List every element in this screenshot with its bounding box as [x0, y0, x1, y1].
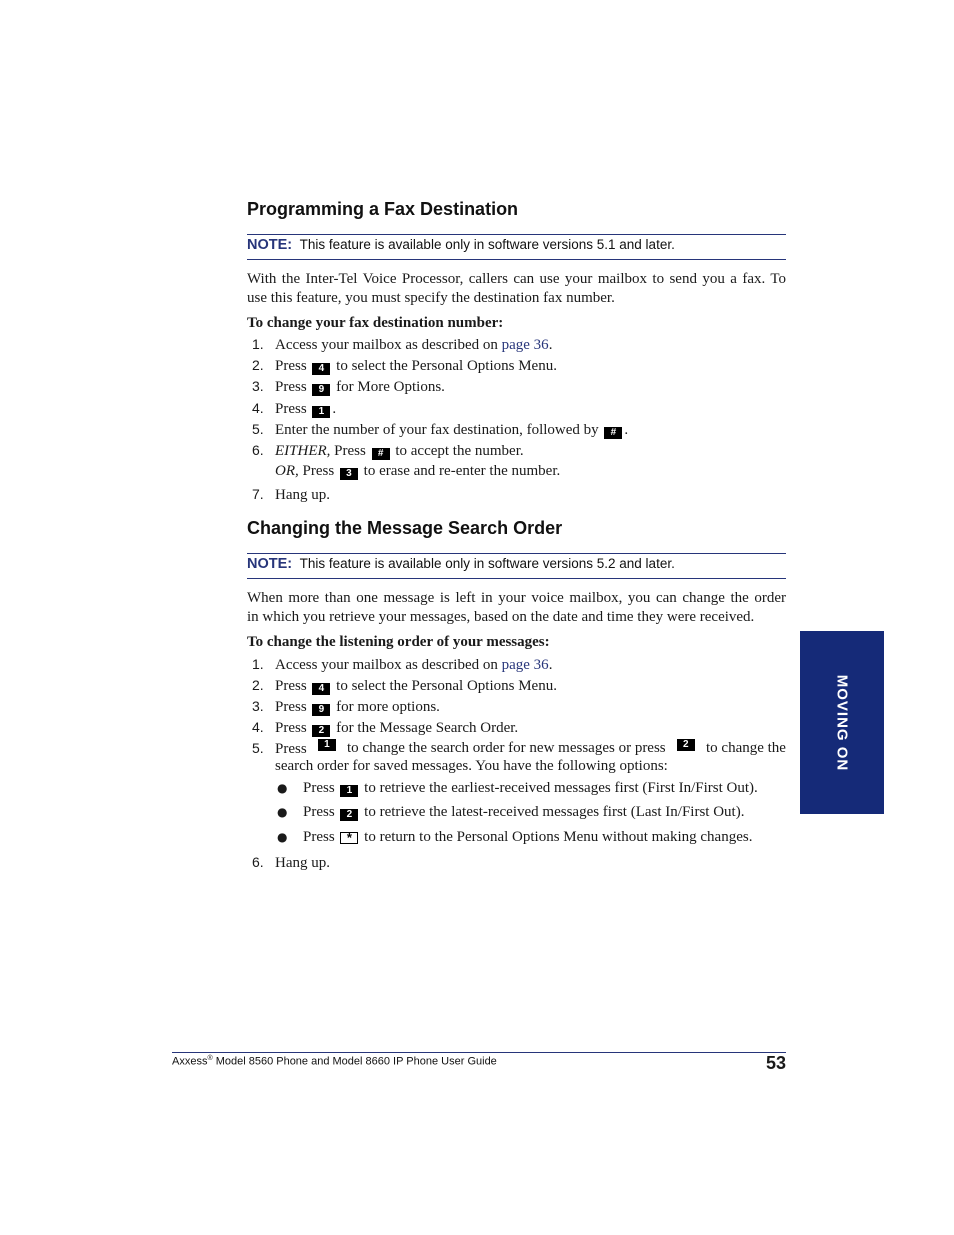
list-item [252, 420, 628, 440]
list-item [252, 697, 440, 717]
step-text: to retrieve the earliest-received messages first (First In/First Out). [364, 780, 758, 796]
step-text: to accept the number. [395, 443, 524, 459]
note-label: NOTE: [247, 556, 293, 572]
step-emphasis: EITHER, [275, 443, 331, 459]
step-text: Press [303, 780, 335, 796]
step-text: to retrieve the latest-received messages first (Last In/First Out). [364, 804, 745, 820]
key-icon: 3 [340, 468, 358, 480]
step-number: 3. [252, 378, 264, 394]
step-text: Press [275, 379, 307, 395]
list-item [252, 377, 445, 397]
bullet-icon: ● [277, 805, 288, 819]
key-icon: 2 [677, 739, 695, 751]
key-icon: 2 [340, 809, 358, 821]
key-icon: 9 [312, 704, 330, 716]
footer-title [172, 1055, 497, 1068]
key-icon: 2 [312, 725, 330, 737]
list-item [252, 485, 330, 505]
footer-brand: Axxess [172, 1055, 208, 1068]
step-number: 4. [252, 719, 264, 735]
key-icon: 4 [312, 683, 330, 695]
step-number: 7. [252, 486, 264, 502]
step-text: to return to the Personal Options Menu without making changes. [364, 829, 753, 845]
footer-divider [172, 1052, 786, 1053]
page-link[interactable]: page 36 [501, 337, 549, 353]
step-text: to change the search order for new messages or press [347, 740, 666, 756]
step-text: for the Message Search Order. [336, 720, 519, 736]
step-text: Press [275, 741, 307, 757]
section-heading-fax: Programming a Fax Destination [247, 199, 519, 219]
key-icon: # [372, 448, 390, 460]
step-number: 2. [252, 677, 264, 693]
paragraph-line: in which you retrieve your messages, based on the date and time they were received. [247, 609, 755, 625]
step-text: for More Options. [336, 379, 445, 395]
list-item [277, 828, 752, 847]
section-heading-search-order: Changing the Message Search Order [247, 518, 563, 538]
bullet-icon: ● [277, 781, 288, 795]
list-item [277, 779, 758, 798]
step-text: Press [302, 463, 335, 479]
paragraph-line: With the Inter-Tel Voice Processor, callers can use your mailbox to send you a fax. To [247, 271, 786, 287]
note-text: This feature is available only in software versions 5.2 and later. [299, 556, 675, 571]
procedure-lead: To change the listening order of your messages: [247, 634, 550, 650]
step-text: for more options. [336, 699, 440, 715]
step-text: Hang up. [275, 487, 330, 503]
paragraph-line: When more than one message is left in your voice mailbox, you can change the order [247, 590, 786, 606]
list-item-continuation: search order for saved messages. You have the following options: [275, 758, 668, 774]
bullet-icon: ● [277, 830, 288, 844]
step-text: . [548, 337, 553, 353]
step-text: . [548, 657, 553, 673]
chapter-side-tab [800, 631, 884, 814]
list-item [252, 655, 552, 675]
step-text: Press [275, 720, 307, 736]
step-text: Enter the number of your fax destination, followed by [275, 422, 599, 438]
note-box [247, 234, 786, 260]
list-item [252, 335, 552, 355]
step-emphasis: OR, [275, 463, 299, 479]
step-text: Press [275, 678, 307, 694]
step-text: to select the Personal Options Menu. [336, 358, 557, 374]
step-text: Press [275, 699, 307, 715]
step-text: Access your mailbox as described on [275, 657, 502, 673]
key-icon: 4 [312, 363, 330, 375]
key-icon: 1 [312, 406, 330, 418]
step-number: 1. [252, 336, 264, 352]
registered-mark: ® [207, 1055, 213, 1062]
star-key-icon: * [340, 832, 358, 844]
step-text: Press [275, 358, 307, 374]
list-item [252, 441, 524, 461]
step-text: Press [275, 401, 307, 417]
list-item [252, 676, 557, 696]
procedure-lead: To change your fax destination number: [247, 315, 504, 331]
key-icon: 9 [312, 384, 330, 396]
step-number: 5. [252, 740, 264, 756]
step-number: 6. [252, 442, 264, 458]
step-text: to erase and re-enter the number. [363, 463, 561, 479]
page-link[interactable]: page 36 [501, 657, 549, 673]
key-icon: 1 [318, 739, 336, 751]
step-text: Access your mailbox as described on [275, 337, 502, 353]
step-text: Press [334, 443, 366, 459]
key-icon: 1 [340, 785, 358, 797]
list-item [277, 803, 744, 822]
step-number: 2. [252, 357, 264, 373]
note-label: NOTE: [247, 237, 293, 253]
list-item [252, 356, 557, 376]
paragraph-line: use this feature, you must specify the destination fax number. [247, 290, 615, 306]
step-text: Press [303, 804, 335, 820]
step-number: 6. [252, 854, 264, 870]
list-item [252, 853, 330, 873]
note-text: This feature is available only in software versions 5.1 and later. [299, 237, 675, 252]
list-item [252, 718, 518, 738]
step-number: 5. [252, 421, 264, 437]
step-text: Hang up. [275, 855, 330, 871]
step-number: 3. [252, 698, 264, 714]
step-text: . [332, 401, 337, 417]
list-item [252, 399, 336, 419]
list-item-continuation [275, 462, 560, 481]
footer-guide-title: Model 8560 Phone and Model 8660 IP Phone User Guide [212, 1055, 497, 1068]
key-icon: # [604, 427, 622, 439]
page-number: 53 [765, 1053, 786, 1073]
step-number: 4. [252, 400, 264, 416]
note-box [247, 553, 786, 579]
step-text: to change the [706, 740, 786, 756]
step-text: Press [303, 829, 335, 845]
list-item [252, 739, 786, 759]
step-text: to select the Personal Options Menu. [336, 678, 557, 694]
step-number: 1. [252, 656, 264, 672]
step-text: . [624, 422, 629, 438]
chapter-tab-label: MOVING ON [833, 674, 851, 771]
